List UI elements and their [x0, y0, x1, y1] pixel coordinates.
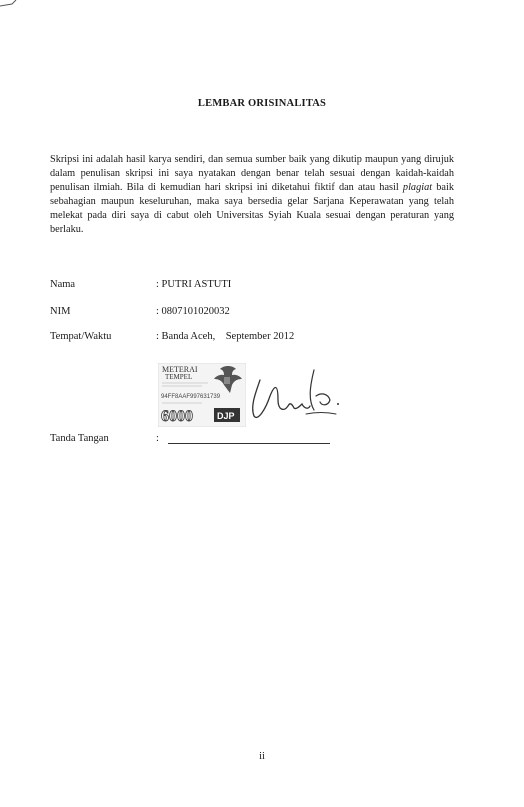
statement-text-part1: Skripsi ini adalah hasil karya sendiri, dan semua sumber baik yang dikutip maupun yang dirujuk dalam penulisan skripsi ini saya nyatakan dengan benar telah sesuai dengan kaidah-kaidah penulisan ilmiah. Bila di kemudian hari skripsi ini diketahui fiktif dan atau hasil [50, 154, 454, 193]
handwritten-signature [232, 360, 342, 430]
statement-italic-term: plagiat [402, 182, 433, 193]
signature-line [168, 443, 330, 444]
stamp-amount: 6000 [161, 408, 193, 425]
originality-statement [50, 153, 454, 237]
page-title: LEMBAR ORISINALITAS [197, 98, 327, 109]
field-nama-label: Nama [50, 279, 76, 290]
stamp-serial: 94FF8AAF997631739 [161, 394, 221, 400]
stamp-line1: METERAI [162, 365, 198, 374]
field-nim-value: : 0807101020032 [156, 306, 230, 317]
field-tempat-waktu-label: Tempat/Waktu [50, 331, 112, 342]
field-nim-label: NIM [50, 306, 71, 317]
stamp-brand: DJP [217, 411, 235, 421]
statement-text-part2: baik sebahagian maupun keseluruhan, maka saya bersedia gelar Sarjana Keperawatan yang telah melekat pada diri saya di cabut oleh Universitas Syiah Kuala sesuai dengan peraturan yang berlaku. [50, 182, 454, 235]
field-nama-value: : PUTRI ASTUTI [156, 279, 232, 290]
page-number: ii [259, 751, 265, 762]
field-tempat-waktu-value: : Banda Aceh, September 2012 [156, 331, 295, 342]
scan-edge-mark [0, 0, 50, 20]
field-tanda-tangan-value: : [156, 433, 159, 444]
field-tanda-tangan-label: Tanda Tangan [50, 433, 109, 444]
stamp-line2: TEMPEL [165, 373, 193, 381]
